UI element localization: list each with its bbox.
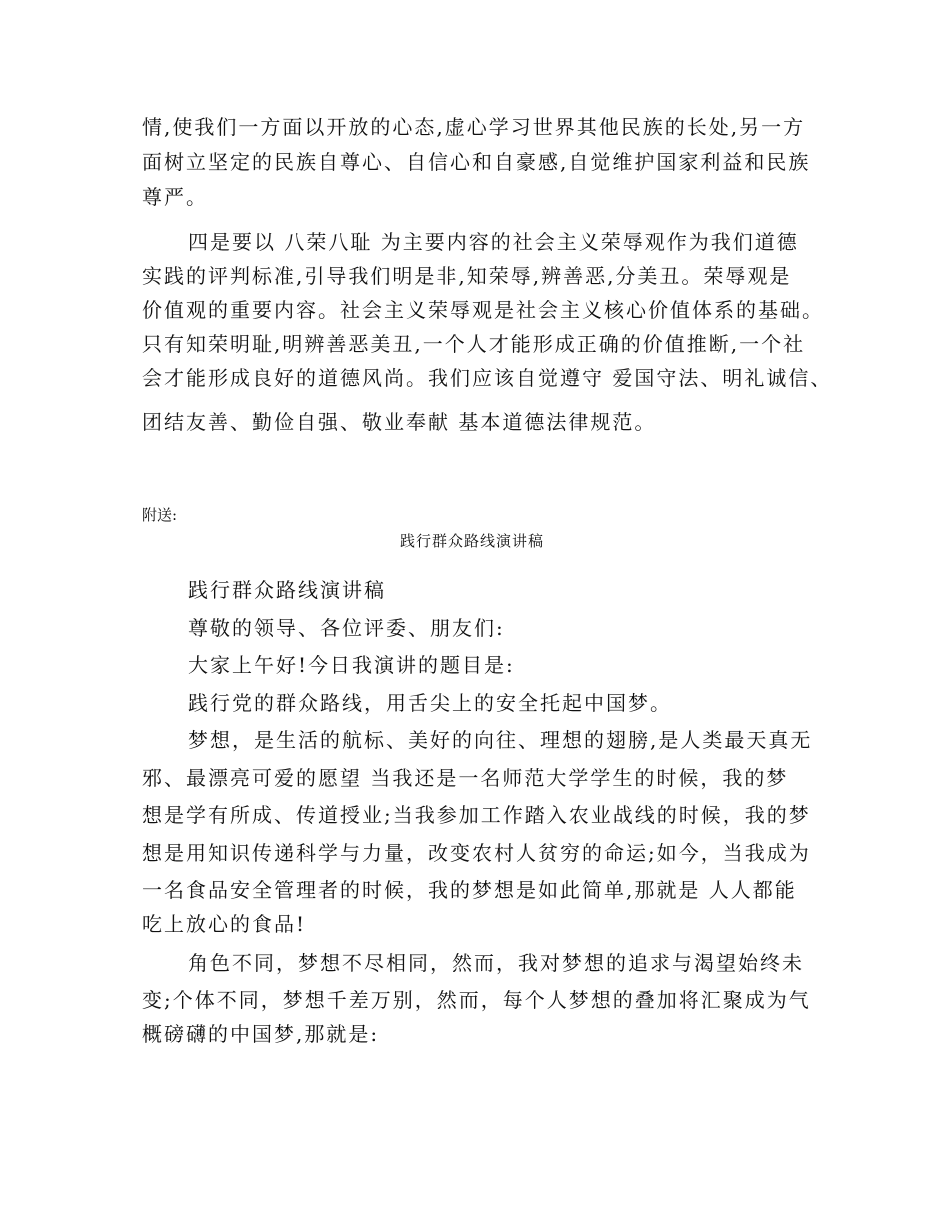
paragraph-line: 想是用知识传递科学与力量，改变农村人贫穷的命运;如今，当我成为 (142, 841, 811, 865)
paragraph-line: 一名食品安全管理者的时候，我的梦想是如此简单,那就是 人人都能 (142, 878, 797, 902)
paragraph-line: 四是要以 八荣八耻 为主要内容的社会主义荣辱观作为我们道德 (188, 230, 799, 254)
paragraph-line: 想是学有所成、传道授业;当我参加工作踏入农业战线的时候，我的梦 (142, 803, 811, 827)
paragraph-line: 邪、最漂亮可爱的愿望 当我还是一名师范大学学生的时候，我的梦 (142, 766, 789, 790)
paragraph-line: 梦想，是生活的航标、美好的向往、理想的翅膀,是人类最天真无 (188, 728, 813, 752)
paragraph-line: 面树立坚定的民族自尊心、自信心和自豪感,自觉维护国家利益和民族 (142, 150, 811, 174)
appendix-label: 附送: (142, 506, 178, 524)
speech-title-line: 践行群众路线演讲稿 (188, 578, 386, 602)
paragraph-line: 践行党的群众路线，用舌尖上的安全托起中国梦。 (188, 691, 672, 715)
paragraph-line: 实践的评判标准,引导我们明是非,知荣辱,辨善恶,分美丑。荣辱观是 (142, 264, 792, 288)
paragraph-line: 情,使我们一方面以开放的心态,虚心学习世界其他民族的长处,另一方 (142, 115, 806, 139)
paragraph-line: 角色不同，梦想不尽相同，然而，我对梦想的追求与渴望始终未 (188, 951, 804, 975)
paragraph-line: 价值观的重要内容。社会主义荣辱观是社会主义核心价值体系的基础。 (142, 298, 824, 322)
paragraph-line: 概磅礴的中国梦,那就是: (142, 1022, 380, 1046)
paragraph-line: 尊严。 (142, 185, 208, 209)
paragraph-line: 大家上午好!今日我演讲的题目是: (188, 653, 515, 677)
paragraph-line: 变;个体不同，梦想千差万别，然而，每个人梦想的叠加将汇聚成为气 (142, 988, 811, 1012)
paragraph-line: 团结友善、勤俭自强、敬业奉献 基本道德法律规范。 (142, 410, 657, 434)
paragraph-line: 尊敬的领导、各位评委、朋友们: (188, 616, 505, 640)
appendix-title: 践行群众路线演讲稿 (400, 532, 545, 550)
paragraph-line: 只有知荣明耻,明辨善恶美丑,一个人才能形成正确的价值推断,一个社 (142, 332, 806, 356)
paragraph-line: 会才能形成良好的道德风尚。我们应该自觉遵守 爱国守法、明礼诚信、 (142, 366, 833, 390)
paragraph-line: 吃上放心的食品! (142, 912, 307, 936)
